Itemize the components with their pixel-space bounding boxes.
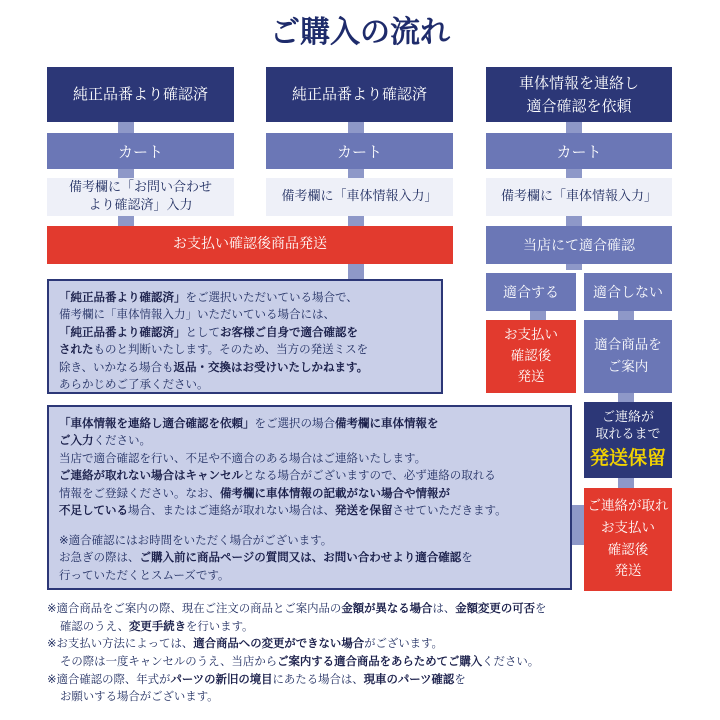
final-line1: ご連絡が取れ — [587, 498, 669, 515]
hold-line1: ご連絡が — [601, 409, 654, 425]
n2-l4a: ご連絡が取れない場合はキャンセル — [59, 468, 243, 483]
col1-memo-line1: 備考欄に「お問い合わせ — [68, 180, 212, 196]
final-line3: 確認後 — [607, 541, 649, 558]
hold-big: 発送保留 — [589, 446, 666, 469]
n2-l3: 当店で適合確認を行い、不足や不適合のある場合はご連絡いたします。 — [59, 450, 427, 465]
shared-ship-text: お支払い確認後商品発送 — [173, 236, 327, 253]
f2c: を行います。 — [186, 618, 254, 633]
col2-cart — [266, 133, 453, 169]
f5b: パーツの新旧の境目 — [170, 671, 273, 686]
f1b: 金額が異なる場合 — [341, 601, 433, 615]
n1-l5b: 返品・交換はお受けいたしかねます。 — [173, 359, 369, 374]
f5a: ※適合確認の際、年式が — [47, 671, 171, 686]
n2-l1a: 「車体情報を連絡し適合確認を依頼」 — [59, 416, 255, 430]
col3-nomatch — [584, 273, 672, 311]
f1e: を — [535, 601, 547, 615]
n1-l3b: として — [185, 324, 220, 339]
shared-ship-bar — [47, 226, 453, 264]
col2-header — [266, 67, 453, 122]
col3-cart-text: カート — [556, 142, 602, 161]
col3-nomatch-text: 適合しない — [593, 285, 663, 301]
final-line4: 発送 — [614, 563, 642, 580]
col1-cart-text: カート — [117, 142, 163, 161]
match-result-line1: お支払い — [504, 327, 558, 344]
f3a: ※お支払い方法によっては、 — [47, 636, 194, 651]
footer-notes — [47, 600, 707, 706]
note-confirmed — [47, 279, 443, 394]
n2-l6d: させていただきます。 — [392, 503, 507, 518]
f1d: 金額変更の可否 — [455, 601, 535, 615]
col3-check-text: 当店にて適合確認 — [523, 238, 635, 254]
f4b: ご案内する適合商品をあらためてご購入 — [277, 654, 483, 669]
f1a: ※適合商品をご案内の際、現在ご注文の商品とご案内品の — [47, 601, 342, 615]
col3-check — [486, 226, 672, 264]
col2-header-text: 純正品番より確認済 — [291, 85, 427, 104]
final-line2: お支払い — [601, 519, 655, 536]
f4a: その際は一度キャンセルのうえ、当店から — [60, 654, 278, 669]
col2-memo-text: 備考欄に「車体情報入力」 — [281, 189, 438, 205]
f3b: 適合商品への変更ができない場合 — [193, 636, 365, 651]
n2-l2a: ご入力 — [59, 433, 94, 448]
n1-l4b: ものと判断いたします。そのため、当方の発送ミスを — [93, 342, 369, 357]
n2-l9: 行っていただくとスムーズです。 — [59, 567, 230, 582]
col3-header — [486, 67, 672, 122]
col3-nomatch-result — [584, 320, 672, 393]
n2-l6b: 場合、またはご連絡が取れない場合は、 — [128, 503, 335, 518]
n1-l6: あらかじめご了承ください。 — [59, 377, 209, 392]
n1-l3c: お客様ご自身で適合確認を — [220, 324, 358, 339]
note-request-check — [47, 405, 572, 590]
n2-l8a: お急ぎの際は、 — [59, 550, 140, 565]
col3-match-text: 適合する — [503, 285, 559, 301]
f6: お願いする場合がございます。 — [60, 689, 219, 704]
col1-memo — [47, 178, 234, 216]
col1-memo-line2: より確認済」入力 — [88, 198, 193, 213]
col2-cart-text: カート — [336, 142, 382, 161]
n2-l5a: 情報をご登録ください。なお、 — [59, 485, 220, 500]
hold-line2: 取れるまで — [595, 427, 661, 443]
f2a: 確認のうえ、 — [60, 618, 130, 633]
n2-l1c: 備考欄に車体情報を — [335, 416, 439, 430]
nomatch-result-line1: 適合商品を — [594, 336, 662, 353]
f4c: ください。 — [482, 654, 540, 669]
n2-l6c: 発送を保留 — [335, 503, 393, 518]
f3c: がございます。 — [364, 636, 443, 651]
n1-l2: 備考欄に「車体情報入力」いただいている場合には、 — [59, 307, 335, 322]
col1-cart — [47, 133, 234, 169]
match-result-line2: 確認後 — [510, 348, 552, 365]
col3-match — [486, 273, 576, 311]
f5c: にあたる場合は、 — [272, 671, 364, 686]
n1-l1b: をご選択いただいている場合で、 — [185, 290, 358, 304]
col3-memo-text: 備考欄に「車体情報入力」 — [500, 189, 657, 205]
col3-final — [584, 488, 672, 591]
n1-l1a: 「純正品番より確認済」 — [59, 290, 186, 304]
col3-header-line2: 適合確認を依頼 — [526, 96, 632, 115]
col3-header-line1: 車体情報を連絡し — [518, 74, 639, 92]
col1-header — [47, 67, 234, 122]
n2-l6a: 不足している — [59, 503, 128, 518]
col3-hold — [584, 402, 672, 478]
n1-l3a: 「純正品番より確認済」 — [59, 324, 186, 339]
f2b: 変更手続き — [129, 618, 186, 633]
n2-l5b: 備考欄に車体情報の記載がない場合や情報が — [220, 485, 450, 500]
match-result-line3: 発送 — [517, 368, 545, 385]
nomatch-result-line2: ご案内 — [607, 358, 649, 375]
col1-header-text: 純正品番より確認済 — [72, 85, 208, 104]
n2-l8b: ご購入前に商品ページの質問又は、お問い合わせより適合確認 — [139, 550, 462, 565]
n2-l1b: をご選択の場合 — [254, 416, 335, 430]
n2-l4b: となる場合がございますので、必ず連絡の取れる — [243, 468, 496, 483]
col3-match-result — [486, 320, 576, 393]
f5d: 現車のパーツ確認 — [363, 671, 455, 686]
n2-l2b: ください。 — [93, 433, 151, 448]
n1-l4a: された — [59, 342, 94, 357]
n1-l5a: 除き、いかなる場合も — [59, 359, 174, 374]
n2-l7: ※適合確認にはお時間をいただく場合がございます。 — [59, 532, 333, 547]
col3-cart — [486, 133, 672, 169]
n2-l8c: を — [461, 550, 473, 565]
col2-memo — [266, 178, 453, 216]
f5e: を — [454, 671, 466, 686]
col3-memo — [486, 178, 672, 216]
f1c: は、 — [432, 601, 456, 615]
page-title: ご購入の流れ — [270, 15, 450, 50]
